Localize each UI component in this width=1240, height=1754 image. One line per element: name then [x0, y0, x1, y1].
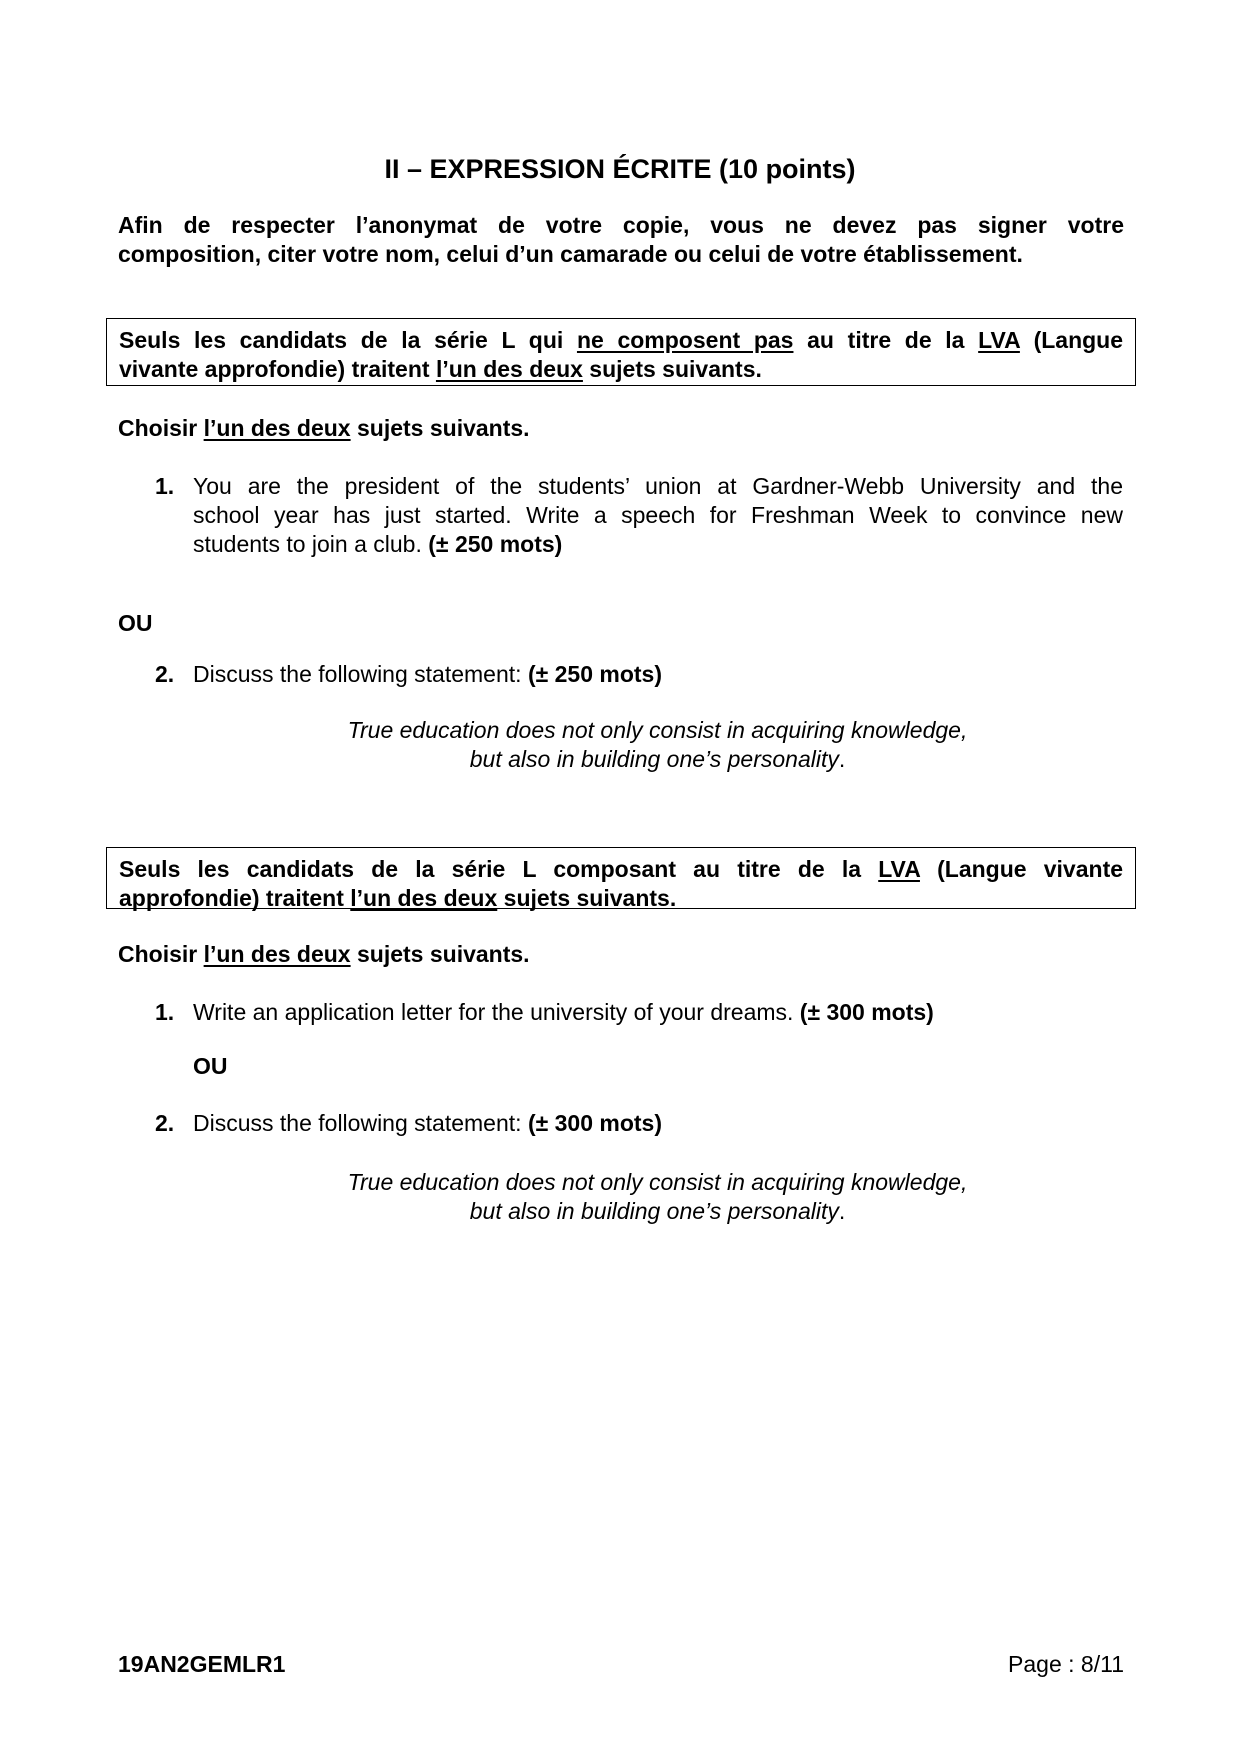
section2-box-line-2: approfondie) traitent l’un des deux sujets suivants. [119, 885, 677, 911]
section1-item-1 [193, 472, 1123, 559]
section1-box-line-2: vivante approfondie) traitent l’un des deux sujets suivants. [119, 356, 762, 382]
section1-quote-line-1: True education does not only consist in acquiring knowledge, [347, 717, 968, 743]
section1-box-line-1: Seuls les candidats de la série L qui ne composent pas au titre de la LVA (Langue [119, 327, 1124, 353]
section1-item-2: Discuss the following statement: (± 250 mots) [193, 661, 662, 687]
section1-quote [0, 716, 1240, 774]
section1-item-2-word-count: (± 250 mots) [527, 661, 662, 687]
section2-item-1-word-count: (± 300 mots) [799, 999, 934, 1025]
anonymity-notice-line-1: Afin de respecter l’anonymat de votre copie, vous ne devez pas signer votre [118, 212, 1124, 238]
section2-box-line-1: Seuls les candidats de la série L composant au titre de la LVA (Langue vivante [119, 856, 1124, 882]
section1-item-1-line-1: You are the president of the students’ union at Gardner-Webb University and the [193, 473, 1123, 499]
anonymity-notice-line-2: composition, citer votre nom, celui d’un camarade ou celui de votre établissement. [118, 241, 1023, 267]
page-title: II – EXPRESSION ÉCRITE (10 points) [384, 154, 856, 184]
page-number: Page : 8/11 [1008, 1651, 1124, 1677]
section1-instruction-box [106, 318, 1136, 386]
section1-item-2-number: 2. [155, 661, 175, 687]
section1-choose-instruction: Choisir l’un des deux sujets suivants. [118, 415, 530, 441]
section1-item-1-number: 1. [155, 473, 175, 499]
anonymity-notice [118, 211, 1124, 269]
section2-item-2: Discuss the following statement: (± 300 mots) [193, 1110, 662, 1136]
section1-item-1-line-2: school year has just started. Write a speech for Freshman Week to convince new [193, 502, 1123, 528]
section1-quote-line-2: but also in building one’s personality. [469, 746, 846, 772]
section1-item-1-word-count: (± 250 mots) [428, 531, 563, 557]
section2-quote-line-2: but also in building one’s personality. [469, 1198, 846, 1224]
section2-item-1: Write an application letter for the university of your dreams. (± 300 mots) [193, 999, 934, 1025]
document-code: 19AN2GEMLR1 [118, 1651, 286, 1677]
section2-quote [0, 1168, 1240, 1226]
section2-or-separator: OU [193, 1053, 228, 1079]
section2-item-2-number: 2. [155, 1110, 175, 1136]
section2-choose-instruction: Choisir l’un des deux sujets suivants. [118, 941, 530, 967]
section2-item-2-word-count: (± 300 mots) [527, 1110, 662, 1136]
section2-quote-line-1: True education does not only consist in acquiring knowledge, [347, 1169, 968, 1195]
section2-item-1-number: 1. [155, 999, 175, 1025]
section1-or-separator: OU [118, 610, 153, 636]
section1-item-1-line-3: students to join a club. (± 250 mots) [193, 531, 563, 557]
section2-instruction-box [106, 847, 1136, 909]
